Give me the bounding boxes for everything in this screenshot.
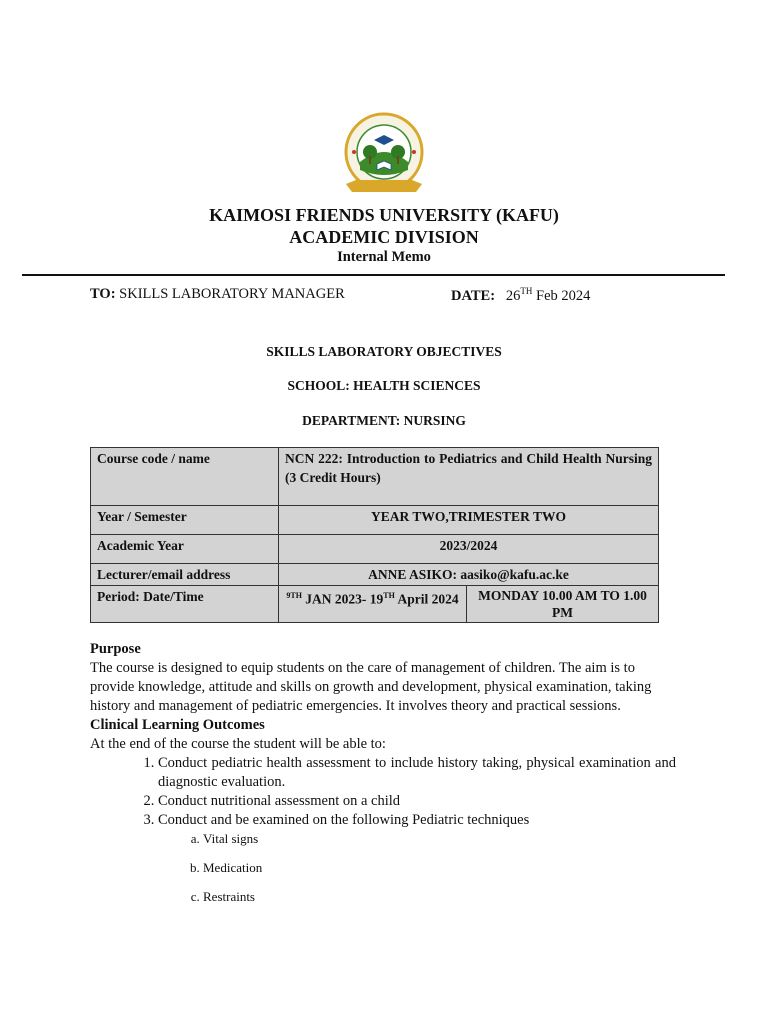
date-rest: Feb 2024: [536, 287, 591, 304]
school-heading: SCHOOL: HEALTH SCIENCES: [287, 378, 481, 393]
period-label: Period: Date/Time: [91, 586, 279, 623]
date-sup: TH: [520, 286, 533, 296]
year-label: Year / Semester: [91, 506, 279, 535]
university-logo: [336, 112, 432, 202]
table-row: [91, 535, 659, 564]
period-sup1: 9TH: [286, 591, 302, 600]
to-label: TO:: [90, 286, 116, 302]
table-row: [91, 586, 659, 623]
table-row: [91, 564, 659, 586]
list-item: a. Vital signs: [203, 830, 676, 848]
lecturer-label: Lecturer/email address: [91, 564, 279, 586]
academic-label: Academic Year: [91, 535, 279, 564]
to-line: [90, 286, 345, 303]
department-heading: DEPARTMENT: NURSING: [302, 413, 466, 428]
purpose-title: Purpose: [90, 641, 141, 657]
period-mid: JAN 2023- 19: [305, 591, 384, 607]
list-item: [158, 811, 676, 906]
period-dates: [279, 586, 467, 623]
list-item: 1. Conduct pediatric health assessment to include history taking, physical examination and diagnostic evaluation.: [158, 754, 676, 792]
year-value: YEAR TWO,TRIMESTER TWO: [279, 506, 659, 535]
table-row: [91, 506, 659, 535]
outcomes-intro: At the end of the course the student will be able to:: [90, 736, 386, 752]
date-line: [451, 286, 590, 305]
techniques-list: [158, 830, 676, 906]
date-label: DATE:: [451, 287, 496, 304]
objectives-heading: SKILLS LABORATORY OBJECTIVES: [266, 344, 502, 359]
university-name: KAIMOSI FRIENDS UNIVERSITY (KAFU): [209, 205, 559, 225]
course-value: NCN 222: Introduction to Pediatrics and Child Health Nursing (3 Credit Hours): [279, 448, 659, 506]
list-item: 2. Conduct nutritional assessment on a child: [158, 792, 676, 811]
period-end: April 2024: [397, 591, 459, 607]
academic-value: 2023/2024: [279, 535, 659, 564]
course-info-table: [90, 447, 659, 623]
course-label: Course code / name: [91, 448, 279, 506]
header-divider: [22, 274, 725, 276]
memo-body: [90, 640, 676, 917]
to-value: SKILLS LABORATORY MANAGER: [119, 286, 345, 302]
table-row: [91, 448, 659, 506]
list-item-text: Conduct and be examined on the following Pediatric techniques: [158, 812, 530, 828]
list-item: b. Medication: [203, 859, 676, 877]
date-day: 26: [505, 287, 521, 304]
period-sup2: TH: [383, 591, 395, 600]
period-time: MONDAY 10.00 AM TO 1.00 PM: [467, 586, 659, 623]
outcomes-list: [90, 754, 676, 906]
memo-type: Internal Memo: [337, 249, 431, 265]
division-name: ACADEMIC DIVISION: [289, 227, 479, 247]
purpose-text: The course is designed to equip students on the care of management of children. The aim is to provide knowledge, attitude and skills on growth and development, physical examination, taking history and management of pediatric emergencies. It involves theory and practical sessions.: [90, 660, 652, 714]
list-item: c. Restraints: [203, 888, 676, 906]
lecturer-value: ANNE ASIKO: aasiko@kafu.ac.ke: [279, 564, 659, 586]
outcomes-title: Clinical Learning Outcomes: [90, 717, 265, 733]
